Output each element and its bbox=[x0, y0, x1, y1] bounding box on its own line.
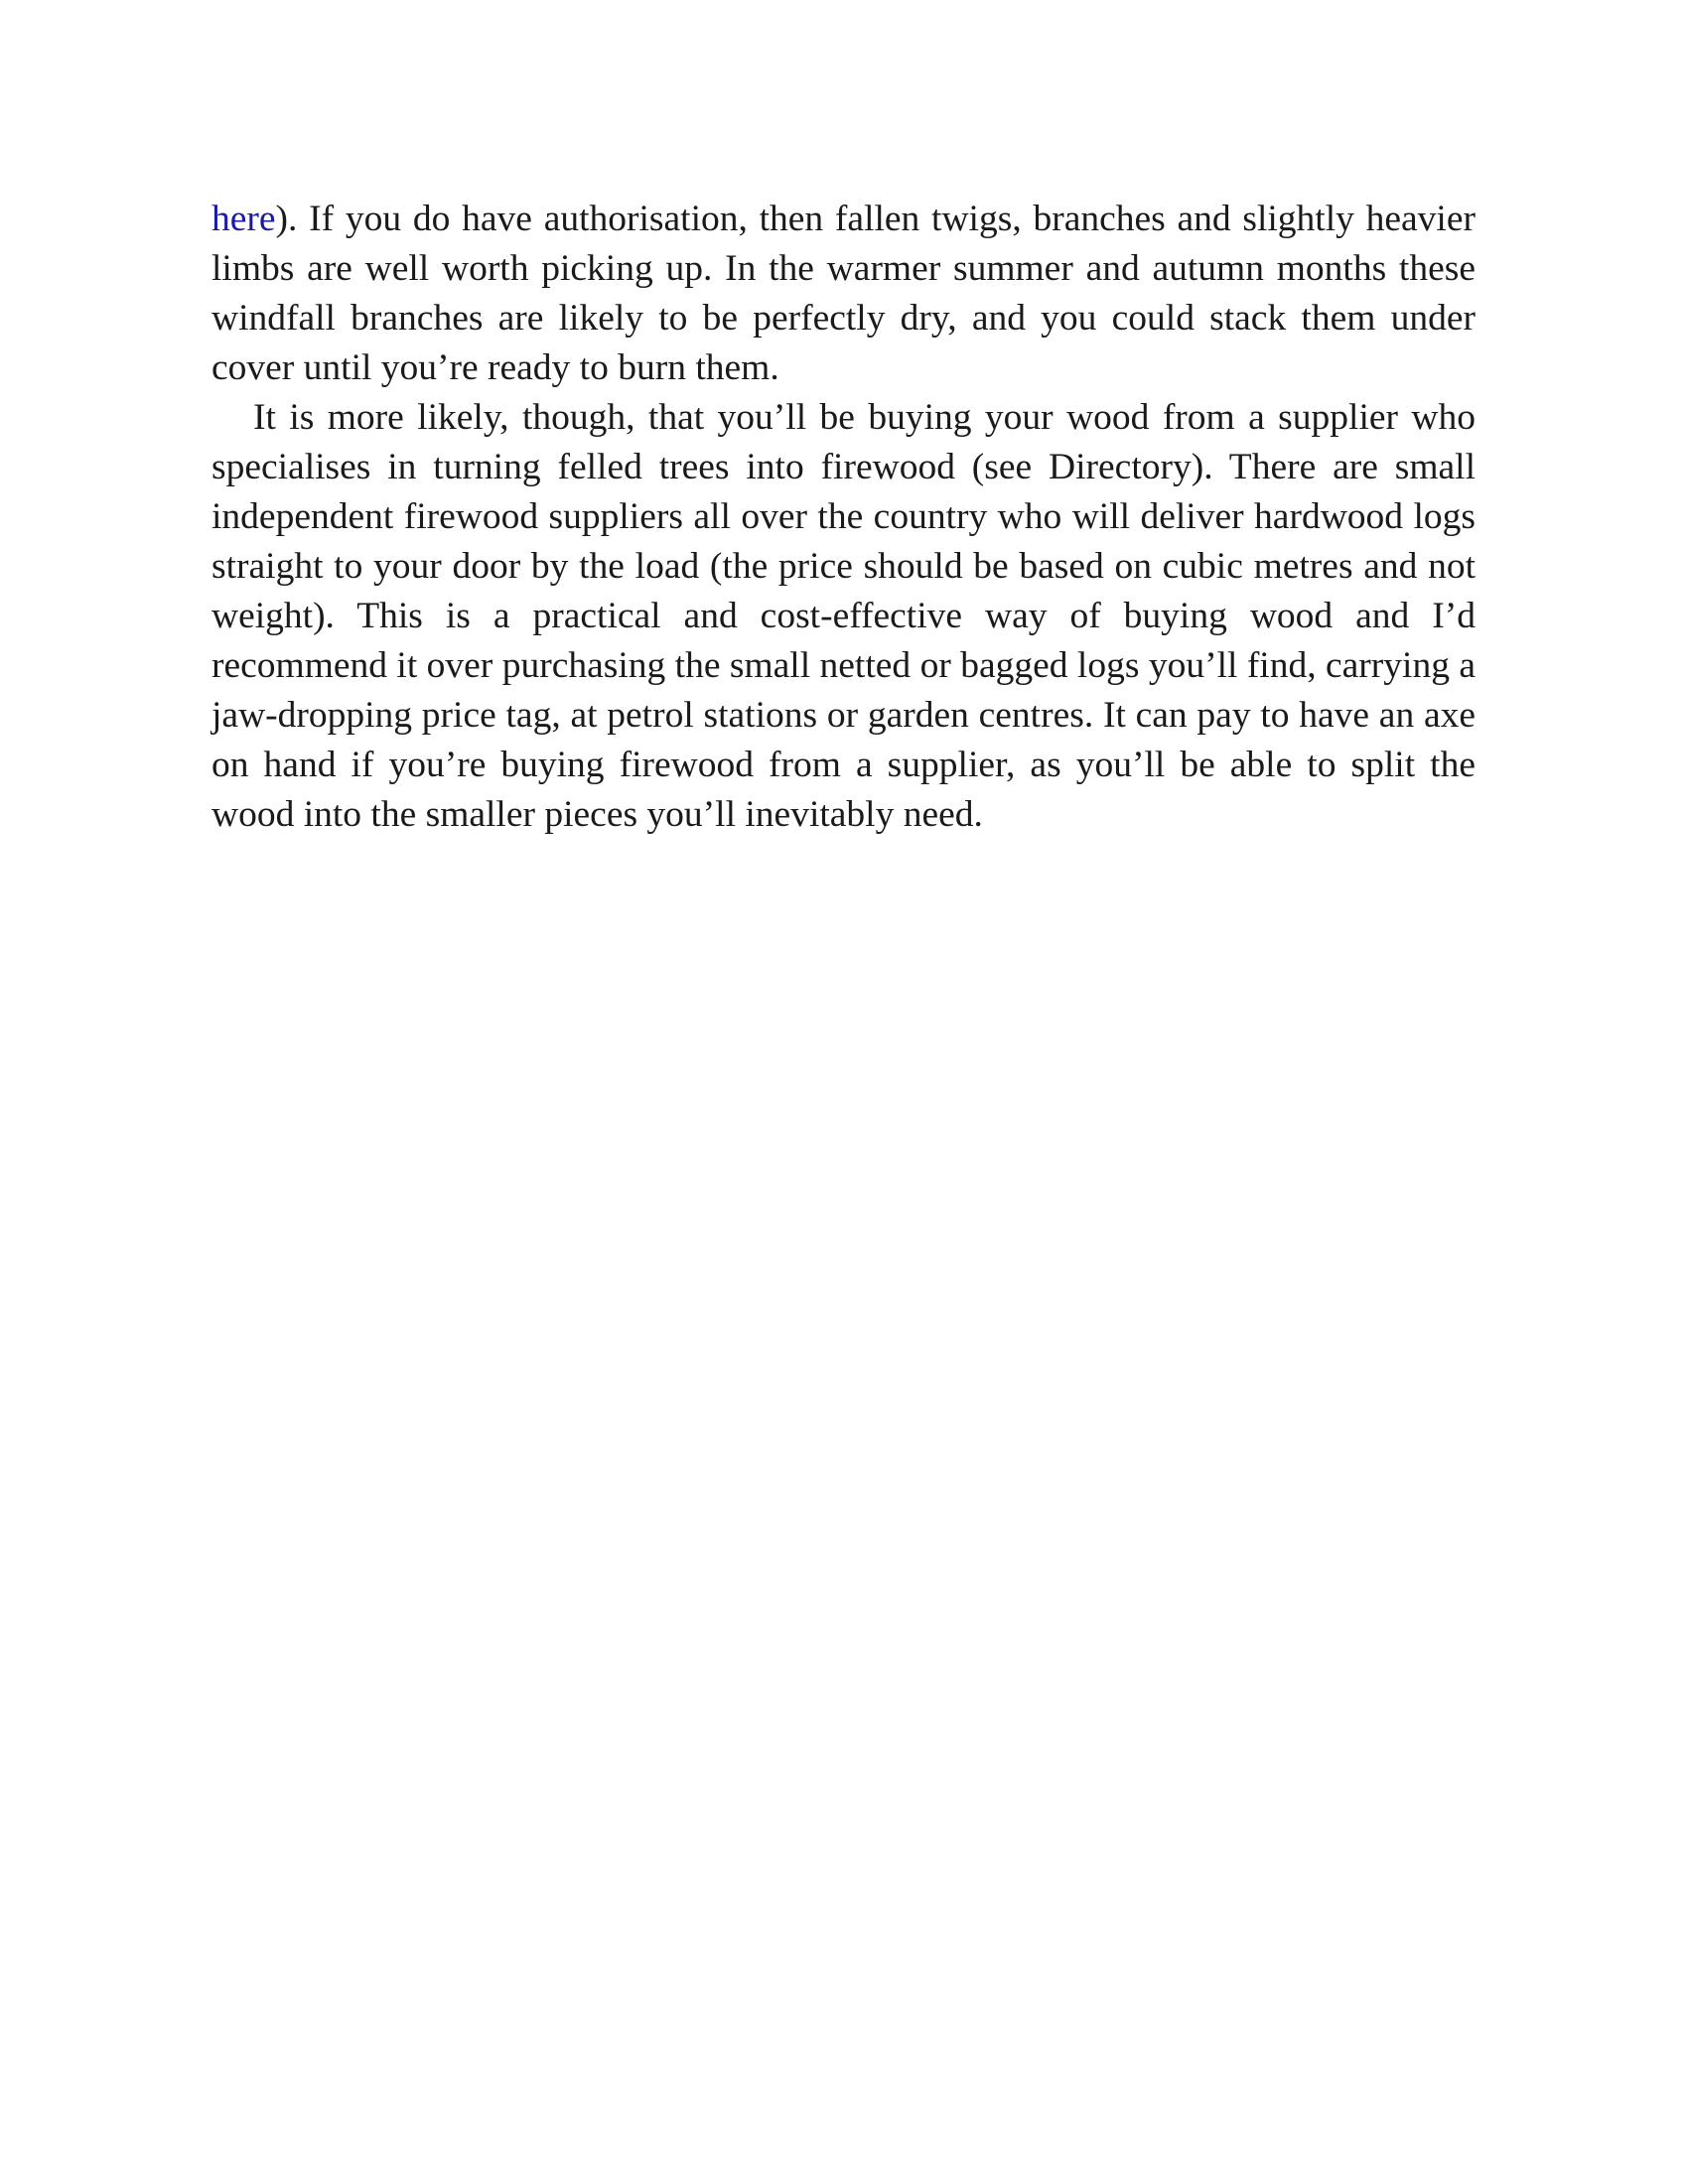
paragraph-2: It is more likely, though, that you’ll be buying your wood from a supplier who specialises in turning felled trees into firewood (see Directory). There are small independent firewood suppliers all over the country who will deliver hardwood logs straight to your door by the load (the price should be based on cubic metres and not weight). This is a practical and cost-effective way of buying wood and I’d recommend it over purchasing the small netted or bagged logs you’ll find, carrying a jaw-dropping price tag, at petrol stations or garden centres. It can pay to have an axe on hand if you’re buying firewood from a supplier, as you’ll be able to split the wood into the smaller pieces you’ll inevitably need. bbox=[211, 397, 1476, 835]
here-link[interactable]: here bbox=[211, 199, 276, 239]
paragraph-1-text: ). If you do have authorisation, then fallen twigs, branches and slightly heavier limbs are well worth picking up. In the warmer summer and autumn months these windfall branches are likely to be perfectly dry, and you could stack them under cover until you’re ready to burn them. bbox=[211, 199, 1476, 388]
paragraph-continued bbox=[211, 195, 1476, 393]
body-text bbox=[211, 195, 1476, 840]
